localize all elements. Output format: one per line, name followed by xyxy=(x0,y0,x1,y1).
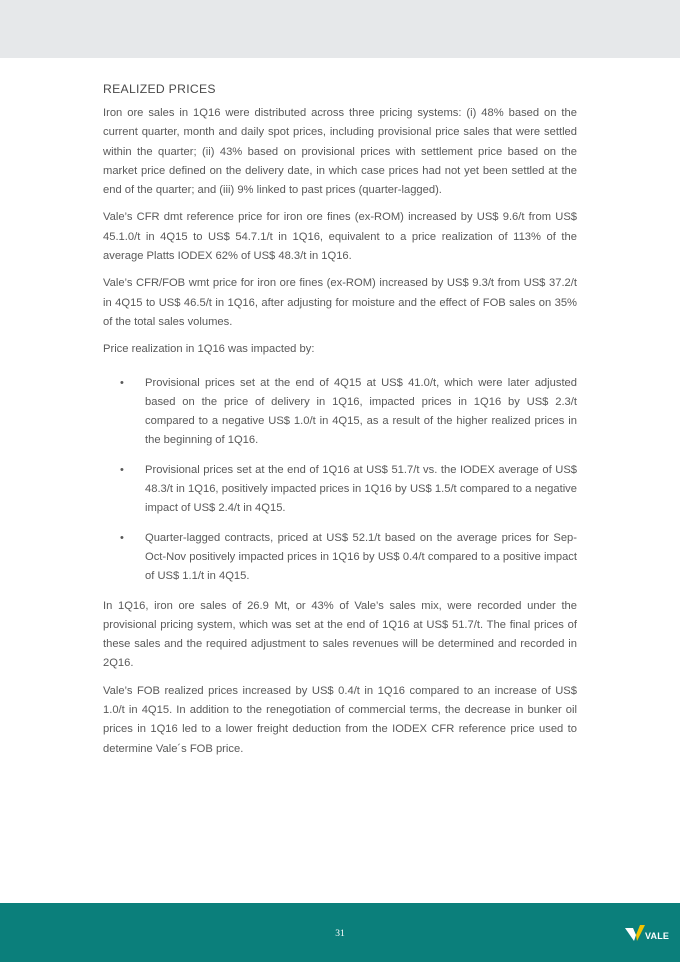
vale-logo-icon xyxy=(624,922,646,944)
list-item xyxy=(103,461,577,519)
footer-band xyxy=(0,903,680,962)
list-item-text: Provisional prices set at the end of 4Q15 at US$ 41.0/t, which were later adjusted based on the price of delivery in 1Q16, impacted prices in 1Q16 by US$ 2.3/t compared to a negative US$ 1.0/t in 4Q15, as a result of the higher realized prices in the beginning of 1Q16. xyxy=(145,376,577,447)
bullet-icon: • xyxy=(120,376,124,389)
bullet-icon: • xyxy=(120,463,124,476)
header-band xyxy=(0,0,680,58)
list-item-text: Provisional prices set at the end of 1Q16 at US$ 51.7/t vs. the IODEX average of US$ 48.3/t in 1Q16, positively impacted prices in 1Q16 by US$ 1.5/t compared to a negative impact of US$ 2.4/t in 4Q15. xyxy=(145,463,577,515)
paragraph-cfr-dmt-price: Vale’s CFR dmt reference price for iron ore fines (ex-ROM) increased by US$ 9.6/t from US$ 45.1.0/t in 4Q15 to US$ 54.7.1/t in 1Q16, equivalent to a price realization of 113% of the average Platts IODEX 62% of US$ 48.3/t in 1Q16. xyxy=(103,211,577,263)
paragraph-price-realization-intro: Price realization in 1Q16 was impacted by: xyxy=(103,343,315,356)
list-item-text: Quarter-lagged contracts, priced at US$ 52.1/t based on the average prices for Sep-Oct-Nov positively impacted prices in 1Q16 by US$ 0.4/t compared to a positive impact of US$ 1.1/t in 4Q15. xyxy=(145,531,577,583)
paragraph-cfr-fob-wmt-price: Vale’s CFR/FOB wmt price for iron ore fines (ex-ROM) increased by US$ 9.3/t from US$ 37.2/t in 4Q15 to US$ 46.5/t in 1Q16, after adjusting for moisture and the effect of FOB sales on 35% of the total sales volumes. xyxy=(103,277,577,328)
page-content xyxy=(103,80,577,767)
paragraph-provisional-pricing: In 1Q16, iron ore sales of 26.9 Mt, or 43% of Vale’s sales mix, were recorded under the provisional pricing system, which was set at the end of 1Q16 at US$ 51.7/t. The final prices of these sales and the required adjustment to sales revenues will be determined and recorded in 2Q16. xyxy=(103,599,577,670)
paragraph-fob-realized-prices: Vale’s FOB realized prices increased by US$ 0.4/t in 1Q16 compared to an increase of US$ 1.0/t in 4Q15. In addition to the renegotiation of commercial terms, the decrease in bunker oil prices in 1Q16 led to a lower freight deduction from the IODEX CFR reference price used to determine Vale´s FOB price. xyxy=(103,684,577,755)
section-title: REALIZED PRICES xyxy=(103,82,216,96)
list-item xyxy=(103,374,577,451)
paragraph-pricing-systems: Iron ore sales in 1Q16 were distributed across three pricing systems: (i) 48% based on the current quarter, month and daily spot prices, including provisional price sales that were settled within the quarter; (ii) 43% based on provisional prices with settlement price based on the market price defined on the delivery date, in which case prices had not yet been settled at the end of the quarter; and (iii) 9% linked to past prices (quarter-lagged). xyxy=(103,107,577,197)
page-number: 31 xyxy=(335,929,345,939)
logo-text: VALE xyxy=(645,931,670,941)
bullet-icon: • xyxy=(120,531,124,544)
vale-logo xyxy=(624,922,676,948)
list-item xyxy=(103,529,577,587)
price-impact-list xyxy=(103,374,577,587)
